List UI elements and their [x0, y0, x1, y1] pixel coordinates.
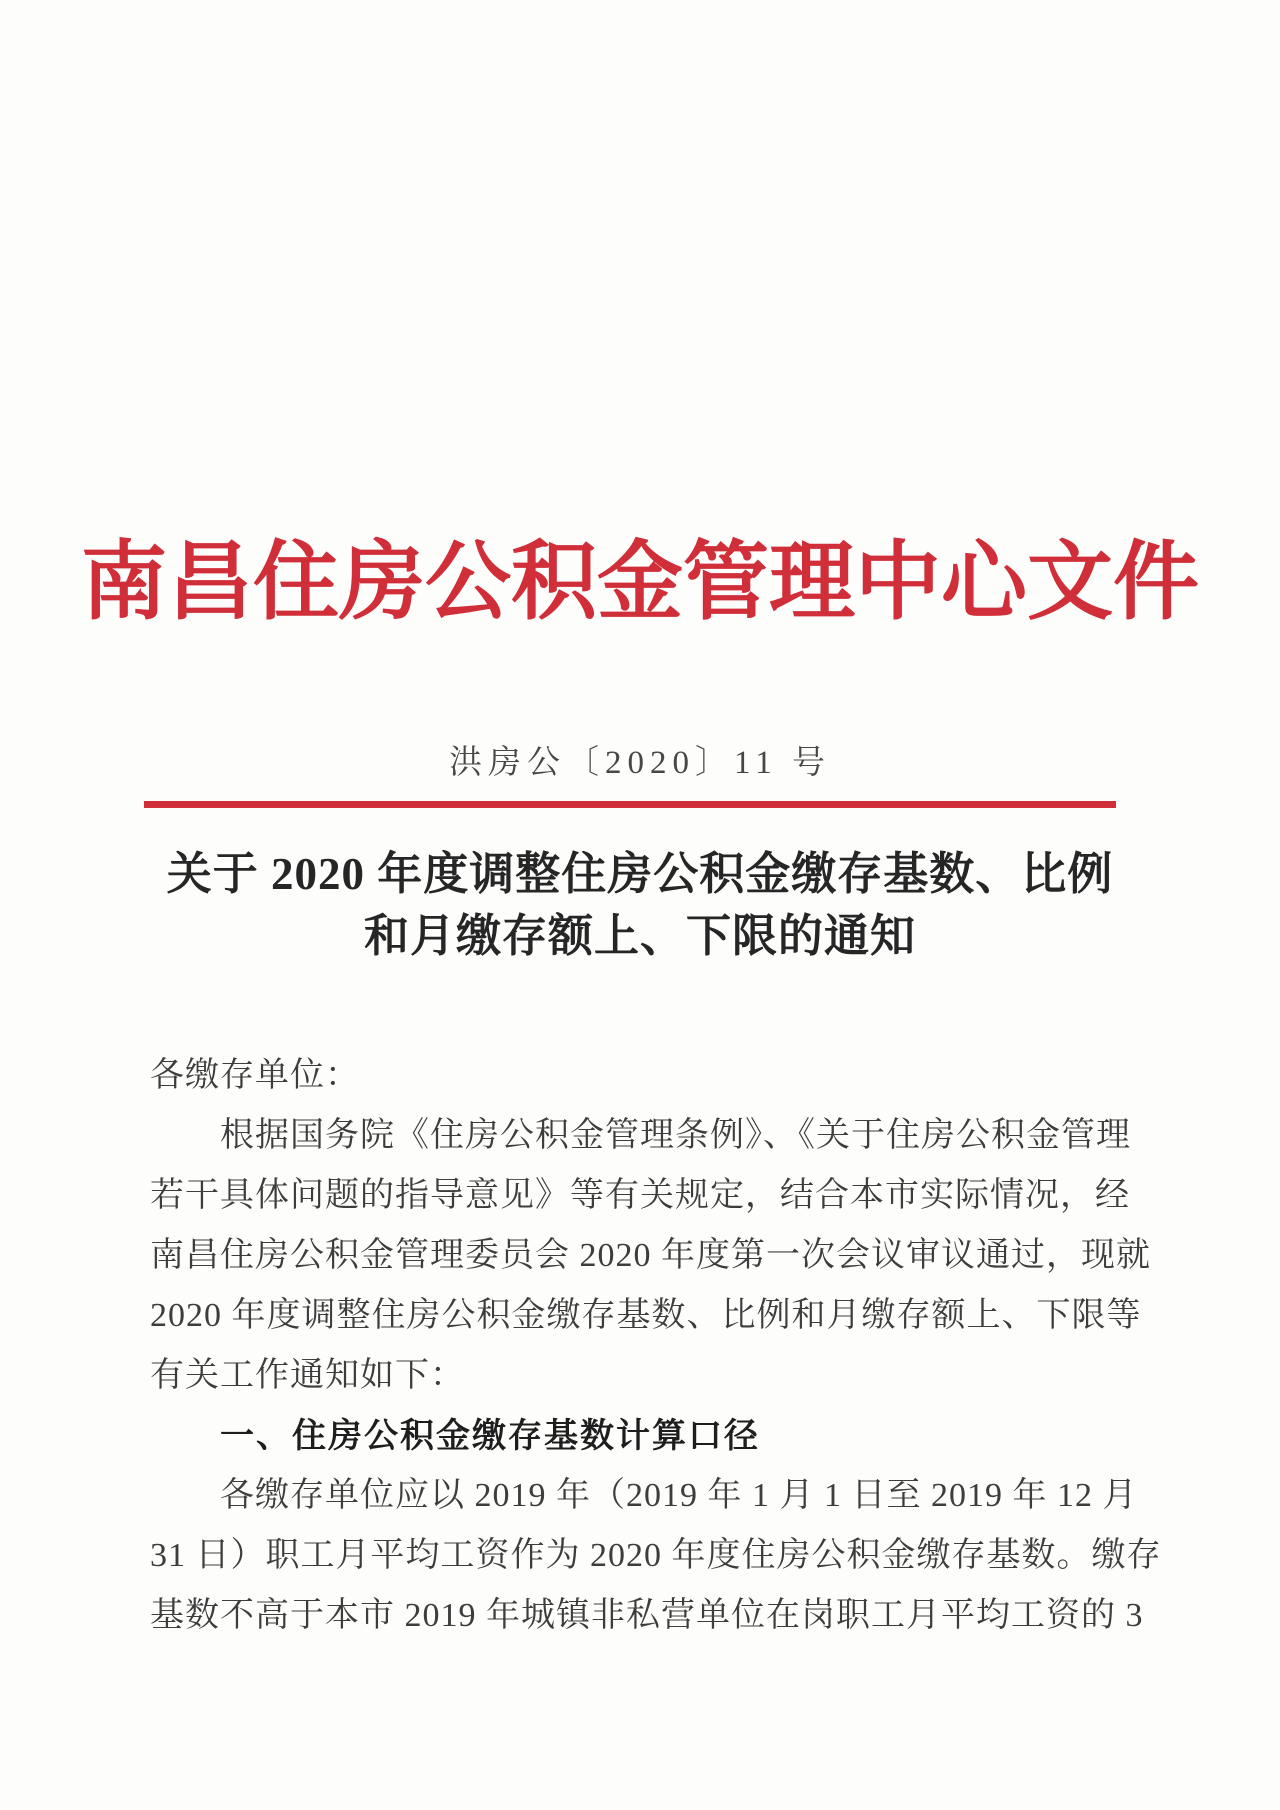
- letterhead-red-rule: [144, 801, 1116, 808]
- body-line: 南昌住房公积金管理委员会 2020 年度第一次会议审议通过，现就: [150, 1237, 1151, 1274]
- body-line: 若干具体问题的指导意见》等有关规定，结合本市实际情况，经: [150, 1177, 1130, 1214]
- letterhead-org-title: 南昌住房公积金管理中心文件: [81, 534, 1199, 630]
- document-number: 洪房公〔2020〕11 号: [448, 745, 832, 781]
- body-line: 有关工作通知如下：: [150, 1357, 465, 1394]
- salutation: 各缴存单位：: [150, 1057, 360, 1094]
- notice-title-line2: 和月缴存额上、下限的通知: [363, 911, 916, 961]
- body-line: 31 日）职工月平均工资作为 2020 年度住房公积金缴存基数。缴存: [150, 1537, 1162, 1574]
- body-line: 根据国务院《住房公积金管理条例》、《关于住房公积金管理: [220, 1117, 1131, 1154]
- body-line: 2020 年度调整住房公积金缴存基数、比例和月缴存额上、下限等: [150, 1297, 1142, 1334]
- notice-body: [150, 1046, 1162, 1646]
- notice-title-line1: 关于 2020 年度调整住房公积金缴存基数、比例: [166, 849, 1114, 899]
- body-line: 基数不高于本市 2019 年城镇非私营单位在岗职工月平均工资的 3: [150, 1597, 1144, 1634]
- section-heading-1: 一、住房公积金缴存基数计算口径: [220, 1417, 760, 1455]
- body-line: 各缴存单位应以 2019 年（2019 年 1 月 1 日至 2019 年 12 月: [220, 1477, 1138, 1514]
- notice-title: [0, 843, 1280, 967]
